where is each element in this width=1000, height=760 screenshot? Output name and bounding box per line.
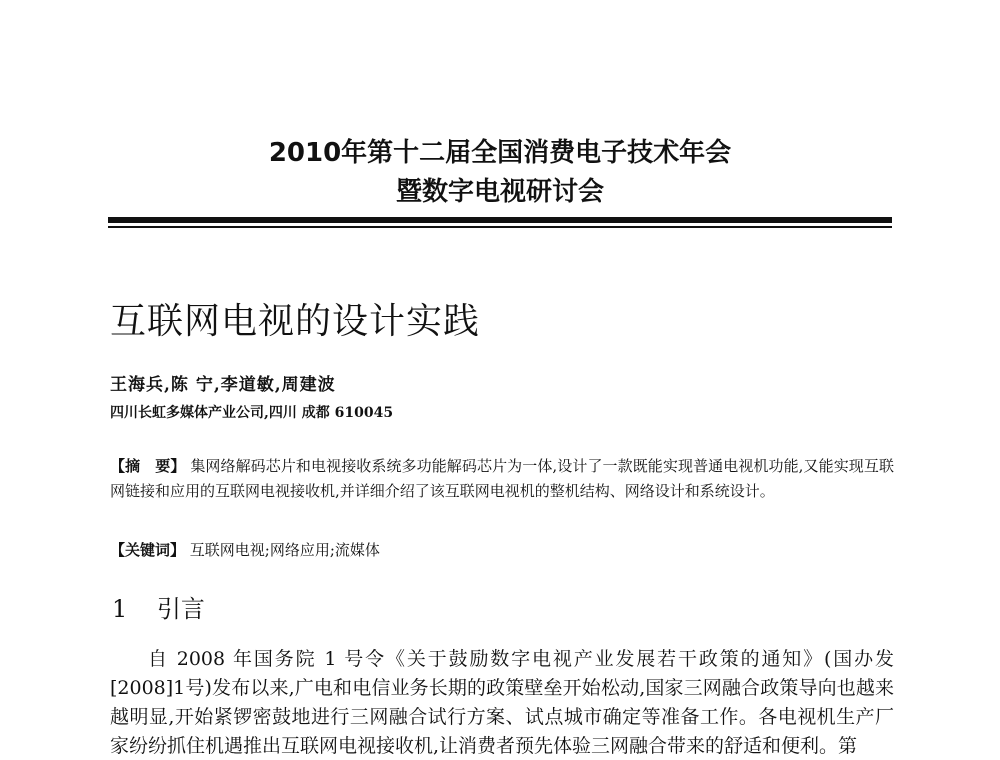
keywords-text: 互联网电视;网络应用;流媒体: [189, 541, 380, 559]
author-list: 王海兵,陈 宁,李道敏,周建波: [110, 375, 336, 395]
conference-title-line1: 2010年第十二届全国消费电子技术年会: [268, 138, 732, 168]
abstract-label: 【摘 要】: [110, 457, 186, 475]
header-rule-thin: [108, 226, 892, 228]
abstract-block: [110, 454, 894, 504]
section-heading: [112, 594, 205, 624]
author-affiliation: 四川长虹多媒体产业公司,四川 成都 610045: [110, 405, 394, 421]
article-title: 互联网电视的设计实践: [110, 301, 481, 342]
header-rule-thick: [108, 217, 892, 223]
body-paragraph: 自 2008 年国务院 1 号令《关于鼓励数字电视产业发展若干政策的通知》(国办发[2008]1号)发布以来,广电和电信业务长期的政策壁垒开始松动,国家三网融合政策导向也越来越明显,开始紧锣密鼓地进行三网融合试行方案、试点城市确定等准备工作。各电视机生产厂家纷纷抓住机遇推出互联网电视接收机,让消费者预先体验三网融合带来的舒适和便利。第: [110, 648, 894, 757]
section-title: 引言: [156, 595, 205, 623]
conference-title-line2: 暨数字电视研讨会: [395, 177, 604, 207]
section-number: 1: [112, 595, 128, 623]
keywords-block: [110, 539, 380, 561]
abstract-text: 集网络解码芯片和电视接收系统多功能解码芯片为一体,设计了一款既能实现普通电视机功能,又能实现互联网链接和应用的互联网电视接收机,并详细介绍了该互联网电视机的整机结构、网络设计和系统设计。: [110, 457, 894, 500]
keywords-label: 【关键词】: [110, 541, 186, 559]
